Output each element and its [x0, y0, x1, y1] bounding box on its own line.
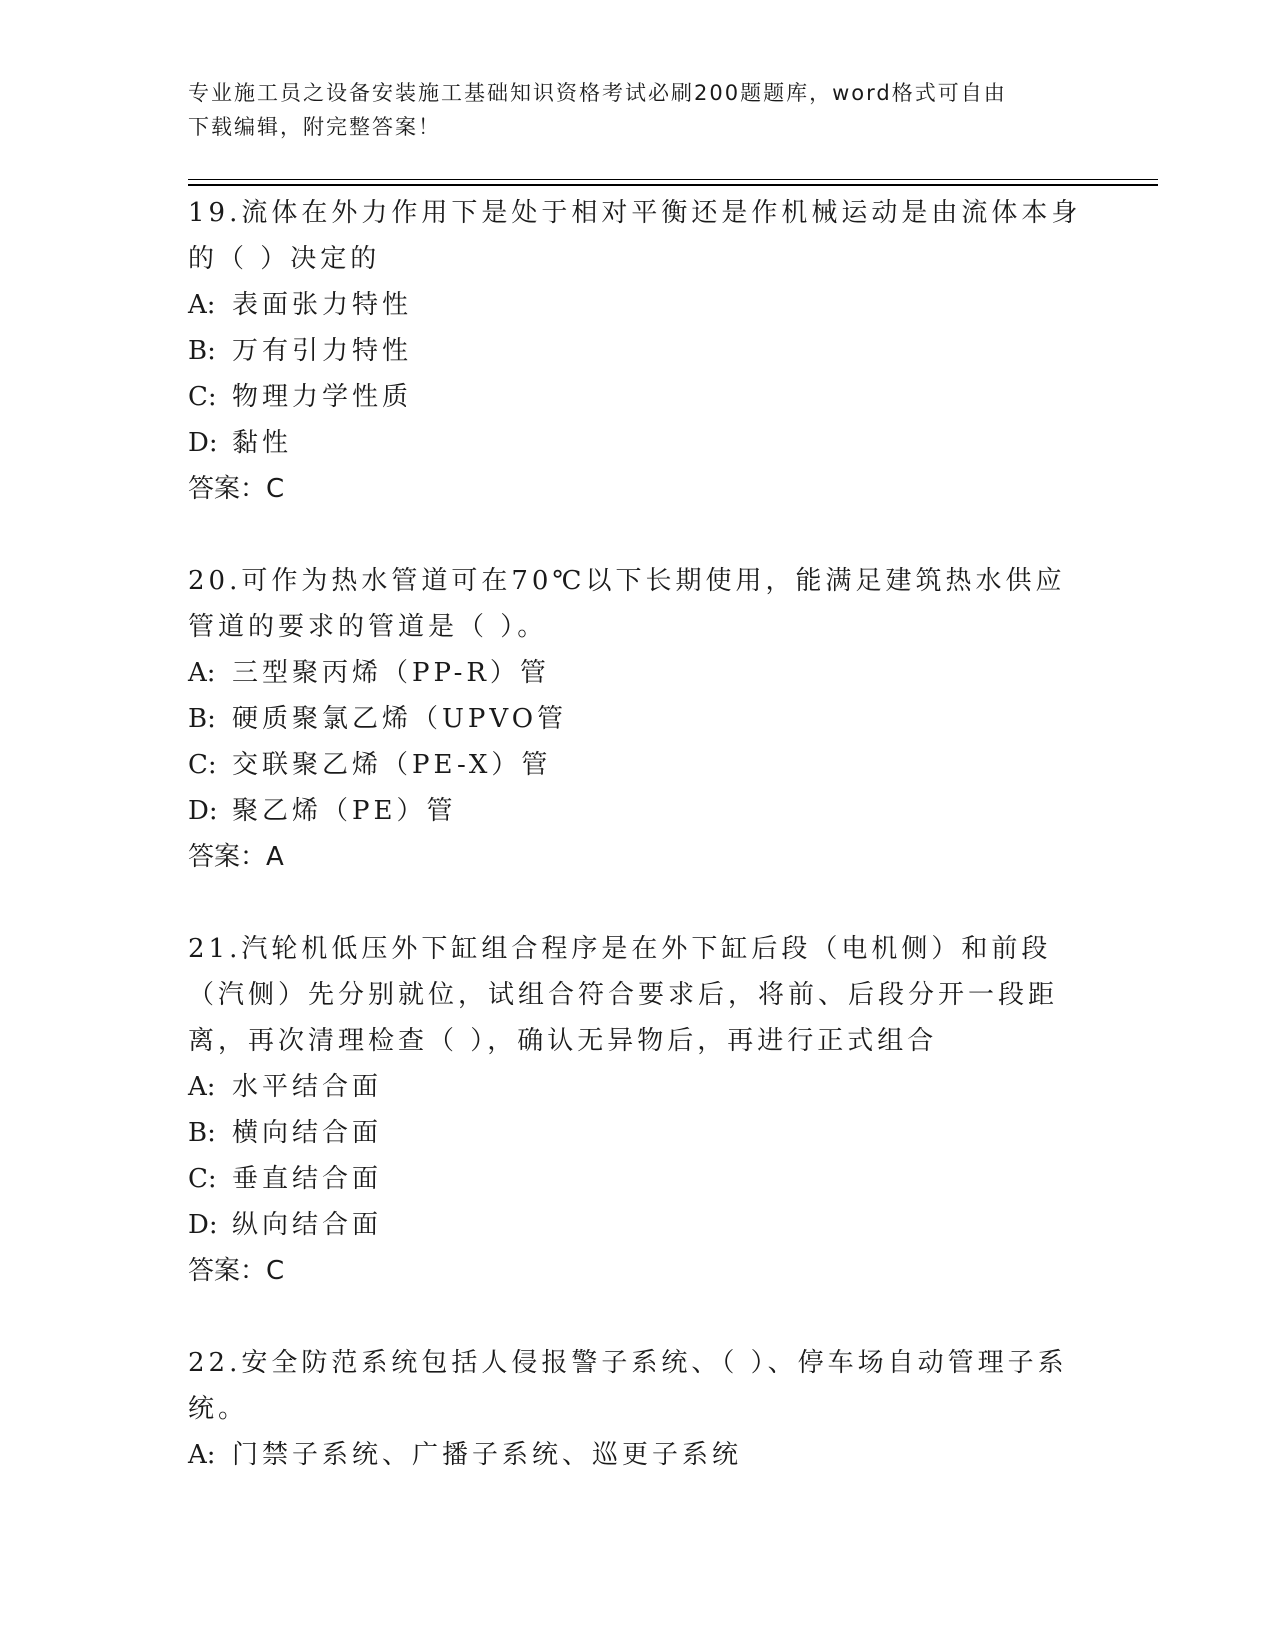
- question-20: [188, 558, 1088, 880]
- option-c: [188, 374, 1088, 420]
- question-21: [188, 926, 1088, 1294]
- question-text: 19.流体在外力作用下是处于相对平衡还是作机械运动是由流体本身的（ ）决定的: [188, 198, 1082, 274]
- option-key: D:: [188, 428, 218, 458]
- option-key: A:: [188, 1440, 216, 1470]
- option-text: 黏性: [232, 428, 293, 458]
- option-d: [188, 1202, 1088, 1248]
- header-line-1: 专业施工员之设备安装施工基础知识资格考试必刷200题题库，word格式可自由: [188, 81, 1007, 105]
- question-text: 20.可作为热水管道可在70℃以下长期使用，能满足建筑热水供应管道的要求的管道是（ ）。: [188, 566, 1066, 642]
- answer-value: A: [266, 842, 284, 872]
- option-c: [188, 742, 1088, 788]
- option-text: 聚乙烯（PE）管: [232, 796, 457, 826]
- answer-value: C: [266, 1256, 285, 1286]
- answer: [188, 466, 1088, 512]
- option-key: D:: [188, 1210, 218, 1240]
- option-key: C:: [188, 382, 217, 412]
- answer-value: C: [266, 474, 285, 504]
- question-text: 21.汽轮机低压外下缸组合程序是在外下缸后段（电机侧）和前段（汽侧）先分别就位，试组合符合要求后，将前、后段分开一段距离，再次清理检查（ ），确认无异物后，再进行正式组合: [188, 934, 1059, 1056]
- header-divider-thick: [188, 184, 1158, 186]
- option-c: [188, 1156, 1088, 1202]
- option-text: 门禁子系统、广播子系统、巡更子系统: [232, 1440, 743, 1470]
- option-a: [188, 1064, 1088, 1110]
- answer: [188, 834, 1088, 880]
- option-text: 三型聚丙烯（PP-R）管: [232, 658, 550, 688]
- option-text: 硬质聚氯乙烯（UPVO管: [232, 704, 568, 734]
- option-key: A:: [188, 1072, 216, 1102]
- option-a: [188, 282, 1088, 328]
- option-key: C:: [188, 750, 217, 780]
- header-line-2: 下载编辑，附完整答案！: [188, 115, 441, 139]
- option-text: 横向结合面: [232, 1118, 383, 1148]
- option-a: [188, 650, 1088, 696]
- option-key: A:: [188, 658, 216, 688]
- option-a: [188, 1432, 1088, 1478]
- option-key: D:: [188, 796, 218, 826]
- option-text: 纵向结合面: [232, 1210, 383, 1240]
- option-text: 万有引力特性: [232, 336, 413, 366]
- option-b: [188, 1110, 1088, 1156]
- option-text: 垂直结合面: [232, 1164, 383, 1194]
- question-list: [188, 190, 1088, 1524]
- answer-label: 答案：: [188, 842, 267, 872]
- option-b: [188, 328, 1088, 374]
- option-d: [188, 788, 1088, 834]
- document-header: [188, 76, 1088, 144]
- answer-label: 答案：: [188, 474, 267, 504]
- option-key: B:: [188, 704, 216, 734]
- option-text: 物理力学性质: [232, 382, 413, 412]
- answer: [188, 1248, 1088, 1294]
- option-text: 表面张力特性: [232, 290, 413, 320]
- question-19: [188, 190, 1088, 512]
- question-22: [188, 1340, 1088, 1478]
- option-key: B:: [188, 1118, 216, 1148]
- question-text: 22.安全防范系统包括人侵报警子系统、（ ）、停车场自动管理子系统。: [188, 1348, 1068, 1424]
- answer-label: 答案：: [188, 1256, 267, 1286]
- option-b: [188, 696, 1088, 742]
- option-text: 水平结合面: [232, 1072, 383, 1102]
- option-key: B:: [188, 336, 216, 366]
- option-text: 交联聚乙烯（PE-X）管: [232, 750, 552, 780]
- option-key: A:: [188, 290, 216, 320]
- option-key: C:: [188, 1164, 217, 1194]
- header-divider-thin: [188, 179, 1158, 180]
- option-d: [188, 420, 1088, 466]
